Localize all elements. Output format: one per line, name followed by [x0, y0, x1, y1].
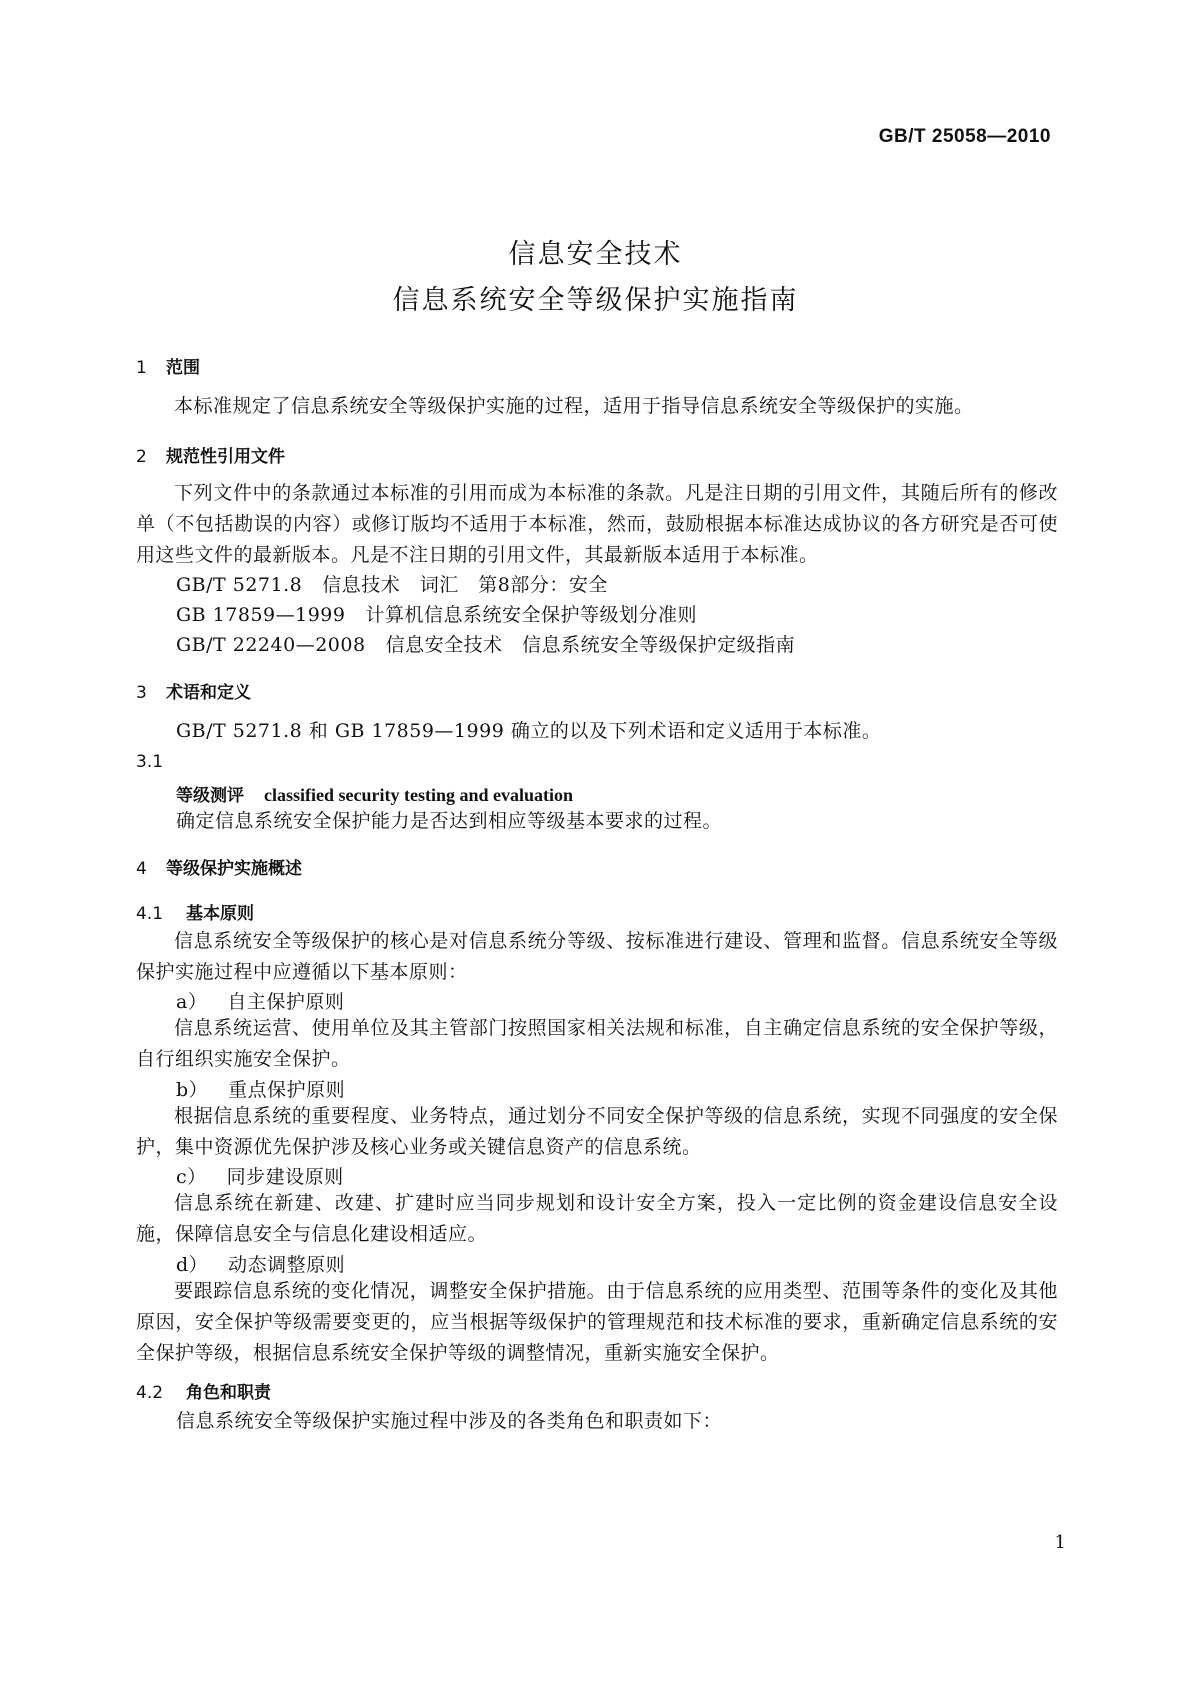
reference-item: [176, 600, 697, 627]
term-entry: [176, 781, 573, 806]
document-title-line1: 信息安全技术: [508, 239, 683, 270]
principle-body: 信息系统运营、使用单位及其主管部门按照国家相关法规和标准，自主确定信息系统的安全保护等级，自行组织实施安全保护。: [136, 1017, 1058, 1070]
item-title: 同步建设原则: [226, 1166, 344, 1188]
section-title: 术语和定义: [166, 683, 251, 703]
principle-item: [176, 1075, 345, 1102]
item-title: 动态调整原则: [228, 1254, 346, 1276]
section-4-heading: [136, 854, 302, 879]
term-number: 3.1: [136, 752, 164, 772]
subsection-4-1-heading: [136, 899, 254, 924]
section-3-body: GB/T 5271.8 和 GB 17859—1999 确立的以及下列术语和定义适用于本标准。: [176, 720, 882, 742]
principle-item: [176, 1250, 345, 1277]
reference-title: 信息安全技术 信息系统安全等级保护定级指南: [385, 634, 796, 656]
section-title: 等级保护实施概述: [166, 859, 302, 879]
section-2-heading: [136, 442, 285, 467]
principle-item: [176, 987, 344, 1014]
section-1-heading: [136, 353, 200, 378]
section-number: 3: [136, 683, 147, 703]
reference-item: [176, 630, 795, 657]
item-label: a）: [176, 991, 208, 1013]
section-3-heading: [136, 678, 251, 703]
reference-code: GB/T 5271.8: [176, 574, 303, 596]
section-title: 范围: [166, 358, 200, 378]
subsection-4-1-body: 信息系统安全等级保护的核心是对信息系统分等级、按标准进行建设、管理和监督。信息系统安全等级保护实施过程中应遵循以下基本原则：: [136, 930, 1058, 983]
subsection-number: 4.2: [136, 1383, 164, 1403]
section-title: 规范性引用文件: [166, 447, 285, 467]
principle-body: 信息系统在新建、改建、扩建时应当同步规划和设计安全方案，投入一定比例的资金建设信息安全设施，保障信息安全与信息化建设相适应。: [136, 1192, 1058, 1245]
item-label: b）: [176, 1079, 209, 1101]
document-title-line2: 信息系统安全等级保护实施指南: [392, 285, 799, 316]
subsection-title: 基本原则: [186, 904, 254, 924]
subsection-title: 角色和职责: [186, 1383, 271, 1403]
principle-body: 要跟踪信息系统的变化情况，调整安全保护措施。由于信息系统的应用类型、范围等条件的变化及其他原因，安全保护等级需要变更的，应当根据等级保护的管理规范和技术标准的要求，重新确定信息系统的安全保护等级，根据信息系统安全保护等级的调整情况，重新实施安全保护。: [136, 1280, 1058, 1364]
section-number: 2: [136, 447, 147, 467]
standard-code: GB/T 25058—2010: [878, 126, 1051, 147]
term-definition: 确定信息系统安全保护能力是否达到相应等级基本要求的过程。: [176, 810, 723, 832]
reference-title: 计算机信息系统安全保护等级划分准则: [365, 604, 697, 626]
reference-title: 信息技术 词汇 第8部分：安全: [322, 574, 608, 596]
section-number: 4: [136, 859, 147, 879]
section-number: 1: [136, 358, 147, 378]
subsection-number: 4.1: [136, 904, 164, 924]
term-chinese: 等级测评: [176, 786, 244, 806]
item-title: 自主保护原则: [227, 991, 345, 1013]
subsection-4-2-heading: [136, 1378, 271, 1403]
section-1-body: 本标准规定了信息系统安全等级保护实施的过程，适用于指导信息系统安全等级保护的实施。: [174, 395, 974, 417]
reference-item: [176, 570, 608, 597]
item-label: d）: [176, 1254, 209, 1276]
reference-code: GB 17859—1999: [176, 604, 346, 626]
subsection-4-2-body: 信息系统安全等级保护实施过程中涉及的各类角色和职责如下：: [176, 1410, 723, 1432]
principle-body: 根据信息系统的重要程度、业务特点，通过划分不同安全保护等级的信息系统，实现不同强度的安全保护，集中资源优先保护涉及核心业务或关键信息资产的信息系统。: [136, 1105, 1058, 1158]
item-title: 重点保护原则: [228, 1079, 346, 1101]
term-english: classified security testing and evaluation: [264, 785, 573, 805]
reference-code: GB/T 22240—2008: [176, 634, 366, 656]
item-label: c）: [176, 1166, 207, 1188]
section-2-body: 下列文件中的条款通过本标准的引用而成为本标准的条款。凡是注日期的引用文件，其随后所有的修改单（不包括勘误的内容）或修订版均不适用于本标准，然而，鼓励根据本标准达成协议的各方研究是否可使用这些文件的最新版本。凡是不注日期的引用文件，其最新版本适用于本标准。: [136, 482, 1058, 566]
principle-item: [176, 1162, 344, 1189]
page-number: 1: [1054, 1532, 1066, 1553]
